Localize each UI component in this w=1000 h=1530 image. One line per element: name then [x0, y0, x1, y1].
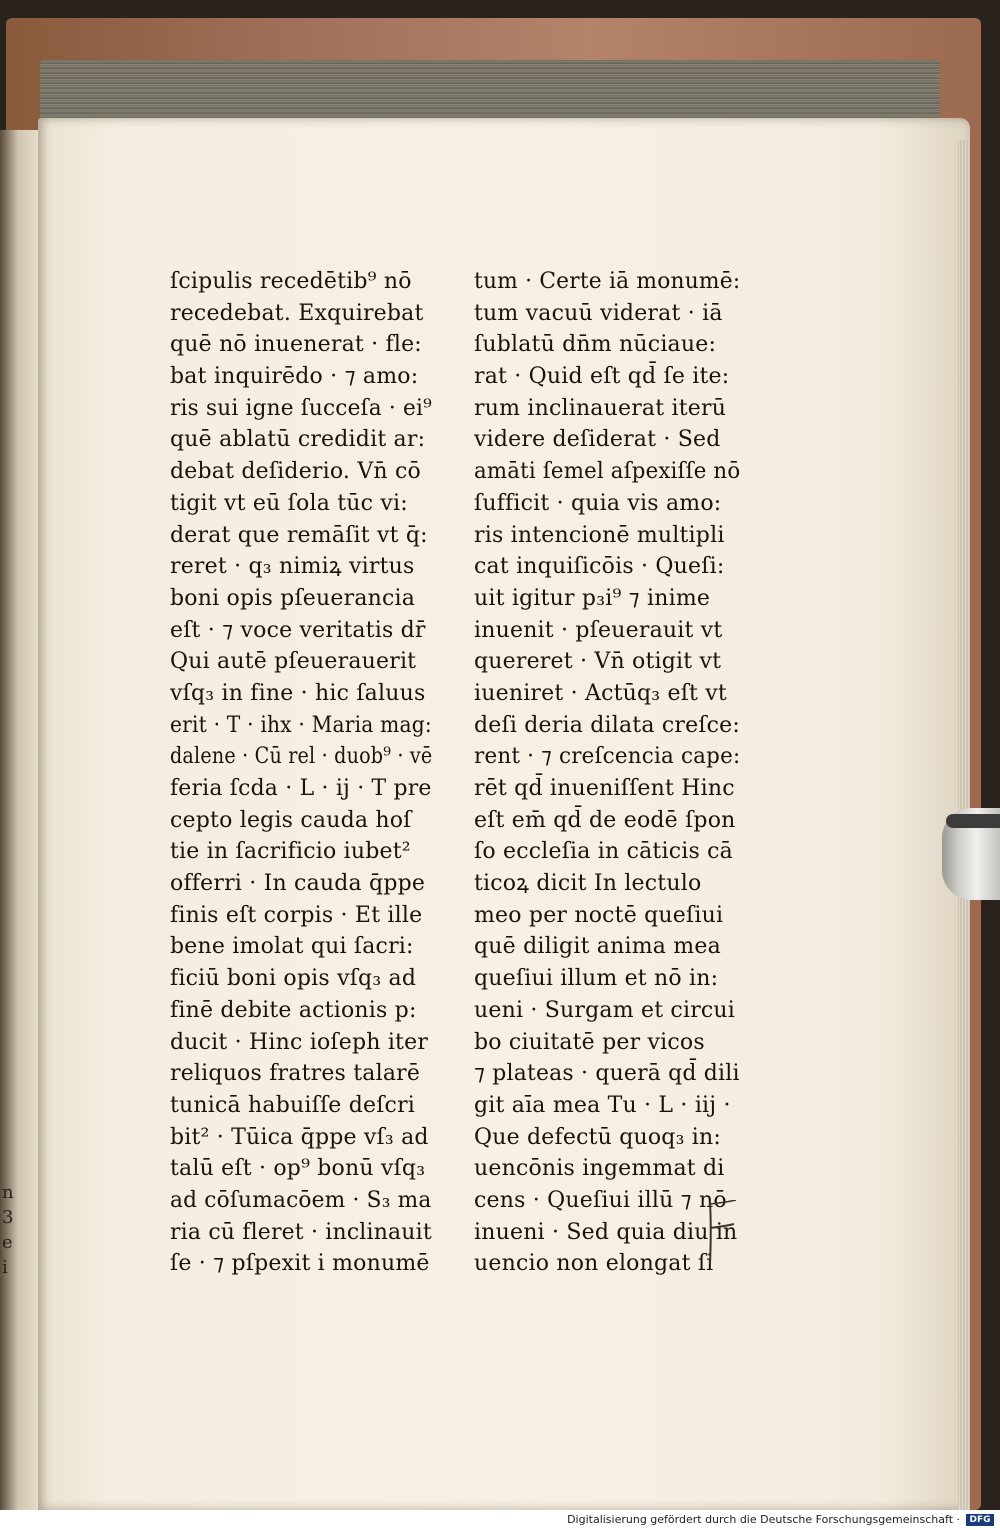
- text-line: [170, 900, 432, 932]
- text-line: [474, 551, 740, 583]
- footer-bar: [0, 1510, 1000, 1530]
- text-line: [170, 1217, 432, 1249]
- clip-slot: [946, 814, 1000, 828]
- text-line: [170, 836, 432, 868]
- text-line-content: quē ablatū credidit ar:: [170, 427, 426, 453]
- text-line: [474, 266, 740, 298]
- text-line-content: vſq₃ in fine · hic ſaluus: [170, 680, 426, 706]
- text-line-content: tum · Certe iā monumē:: [474, 269, 740, 294]
- text-line-content: feria ſcda · L · ij · T pre: [170, 776, 432, 801]
- text-line: [170, 393, 432, 425]
- text-line-content: bene imolat qui ſacri:: [170, 934, 414, 960]
- text-line-content: offerri · In cauda q̄ppe: [170, 871, 426, 897]
- text-line-content: erit · T · ihx · Maria mag:: [170, 712, 432, 738]
- text-line: [474, 298, 740, 330]
- text-line: [170, 773, 432, 805]
- text-line: [474, 393, 740, 425]
- text-line-content: recedebat. Exquirebat: [170, 300, 424, 326]
- text-line-content: uencio non elongat ſi: [474, 1251, 714, 1277]
- text-line: [170, 931, 432, 963]
- text-line-content: derat que remāſit vt q̄:: [170, 522, 428, 548]
- text-line-content: ſufficit · quia vis amo:: [474, 490, 722, 516]
- left-letter: i: [2, 1257, 8, 1278]
- text-line-content: meo per noctē queſiui: [474, 902, 724, 928]
- text-line-content: inueni · Sed quia diu in: [474, 1219, 738, 1245]
- text-line-content: videre deſiderat · Sed: [474, 427, 721, 453]
- text-line-content: cat inquiſicōis · Queſi:: [474, 554, 725, 580]
- left-letter: e: [2, 1232, 13, 1253]
- text-line: [170, 710, 432, 742]
- text-line: [170, 1090, 432, 1122]
- text-line: [170, 488, 432, 520]
- dfg-logo: DFG: [966, 1514, 994, 1526]
- text-line: [474, 456, 740, 488]
- text-column-right: [474, 266, 740, 1280]
- text-line-content: iueniret · Actūq₃ eſt vt: [474, 680, 727, 706]
- text-line: [170, 329, 432, 361]
- text-line-content: rent · ⁊ creſcencia cape:: [474, 744, 740, 770]
- text-line: [474, 488, 740, 520]
- left-page-edge: [0, 130, 40, 1510]
- text-line-content: tunicā habuiſſe deſcri: [170, 1092, 416, 1118]
- text-line: [170, 520, 432, 552]
- text-line: [170, 1027, 432, 1059]
- text-line: [474, 1090, 740, 1122]
- text-line-content: reret · q₃ nimiꝝ virtus: [170, 554, 415, 580]
- text-line: [170, 868, 432, 900]
- text-line: [474, 583, 740, 615]
- text-line-content: debat deſiderio. Vn̄ cō: [170, 459, 421, 485]
- text-line: [474, 1058, 740, 1090]
- text-line: [474, 678, 740, 710]
- text-column-left: [170, 266, 432, 1280]
- text-line-content: talū eſt · op⁹ bonū vſq₃: [170, 1156, 426, 1182]
- text-line-content: Que defectū quoq₃ in:: [474, 1124, 722, 1150]
- text-line: [474, 361, 740, 393]
- text-line: [170, 995, 432, 1027]
- text-line-content: Qui autē pſeuerauerit: [170, 649, 417, 675]
- text-line-content: boni opis pſeuerancia: [170, 585, 416, 611]
- text-line: [170, 456, 432, 488]
- text-line: [474, 1153, 740, 1185]
- text-line-content: cepto legis cauda hoſ: [170, 807, 412, 833]
- text-line: [474, 329, 740, 361]
- text-line: [474, 710, 740, 742]
- text-line-content: bit² · Tūica q̄ppe vſ₃ ad: [170, 1124, 429, 1150]
- text-line-content: inuenit · pſeuerauit vt: [474, 617, 723, 643]
- text-line-content: ticoꝝ dicit In lectulo: [474, 871, 702, 897]
- text-line: [474, 424, 740, 456]
- text-line: [170, 615, 432, 647]
- text-line-content: queſiui illum et nō in:: [474, 966, 719, 992]
- text-line: [474, 520, 740, 552]
- text-line: [474, 900, 740, 932]
- text-line: [474, 836, 740, 868]
- text-line-content: quē diligit anima mea: [474, 934, 721, 960]
- text-line: [170, 646, 432, 678]
- text-line-content: ris sui igne ſucceſa · ei⁹: [170, 395, 432, 421]
- left-page-letters: [2, 1180, 16, 1280]
- text-line: [170, 424, 432, 456]
- text-line-content: git aīa mea Tu · L · iij ·: [474, 1092, 731, 1118]
- text-line-content: ficiū boni opis vſq₃ ad: [170, 966, 417, 992]
- text-line: [170, 551, 432, 583]
- text-line: [170, 266, 432, 298]
- text-line-content: ad cōſumacōem · S₃ ma: [170, 1187, 432, 1213]
- text-line-content: tum vacuū viderat · iā: [474, 300, 723, 326]
- text-line-content: rēt qd̄ inueniſſent Hinc: [474, 776, 735, 801]
- text-line: [170, 805, 432, 837]
- funding-credit: Digitalisierung gefördert durch die Deutsche Forschungsgemeinschaft ·: [567, 1513, 960, 1526]
- text-line: [170, 678, 432, 710]
- text-line-content: ⁊ plateas · querā qd̄ dili: [474, 1061, 740, 1087]
- text-line-content: uencōnis ingemmat di: [474, 1156, 725, 1182]
- text-line: [474, 995, 740, 1027]
- text-line: [474, 741, 740, 773]
- text-line: [474, 931, 740, 963]
- text-line: [474, 1027, 740, 1059]
- text-line-content: ria cū fleret · inclinauit: [170, 1219, 432, 1245]
- text-line-content: eſt · ⁊ voce veritatis dr̄: [170, 617, 426, 643]
- text-line-content: finis eſt corpis · Et ille: [170, 902, 423, 928]
- text-line: [170, 963, 432, 995]
- text-line-content: ſcipulis recedētib⁹ nō: [170, 269, 412, 294]
- text-line-content: amāti ſemel aſpexiſſe nō: [474, 459, 740, 485]
- text-line: [474, 615, 740, 647]
- text-line: [170, 1248, 432, 1280]
- text-line-content: finē debite actionis p:: [170, 997, 417, 1023]
- text-line-content: deſi deria dilata creſce:: [474, 712, 740, 738]
- text-line-content: ducit · Hinc ioſeph iter: [170, 1029, 429, 1055]
- text-line-content: ſo eccleſia in cāticis cā: [474, 839, 733, 865]
- text-line-content: dalene · Cū rel · duob⁹ · vē: [170, 744, 432, 770]
- text-line-content: quē nō inuenerat · fle:: [170, 332, 422, 358]
- text-line-content: cens · Queſiui illū ⁊ nō: [474, 1187, 727, 1213]
- text-line: [474, 963, 740, 995]
- text-line: [474, 773, 740, 805]
- text-line: [170, 741, 432, 773]
- text-line-content: bat inquirēdo · ⁊ amo:: [170, 364, 419, 390]
- text-line: [474, 1122, 740, 1154]
- text-line-content: uit igitur p₃i⁹ ⁊ inime: [474, 585, 711, 611]
- text-line: [474, 646, 740, 678]
- text-line-content: tigit vt eū ſola tūc vi:: [170, 490, 408, 516]
- text-line-content: ueni · Surgam et circui: [474, 997, 736, 1023]
- text-line: [170, 298, 432, 330]
- left-letter: 3: [2, 1207, 14, 1228]
- text-line-content: rat · Quid eſt qd̄ ſe ite:: [474, 364, 730, 390]
- text-line: [474, 868, 740, 900]
- text-line: [170, 1058, 432, 1090]
- text-line-content: tie in ſacrificio iubet²: [170, 839, 411, 865]
- text-line-content: ſublatū dn̄m nūciaue:: [474, 332, 717, 358]
- text-line: [170, 361, 432, 393]
- text-line: [474, 805, 740, 837]
- text-line-content: ris intencionē multipli: [474, 522, 725, 548]
- text-line-content: reliquos fratres talarē: [170, 1061, 421, 1087]
- text-line-content: quereret · Vn̄ otigit vt: [474, 649, 722, 675]
- text-line-content: rum inclinauerat iterū: [474, 395, 727, 421]
- text-line: [170, 1153, 432, 1185]
- left-letter: n: [2, 1182, 14, 1203]
- text-line-content: eſt em̄ qd̄ de eodē ſpon: [474, 807, 736, 833]
- text-line: [170, 583, 432, 615]
- text-line-content: ſe · ⁊ pſpexit i monumē: [170, 1251, 430, 1277]
- handwritten-mark: [698, 1200, 738, 1266]
- text-line: [170, 1122, 432, 1154]
- text-line-content: bo ciuitatē per vicos: [474, 1029, 705, 1055]
- text-line: [170, 1185, 432, 1217]
